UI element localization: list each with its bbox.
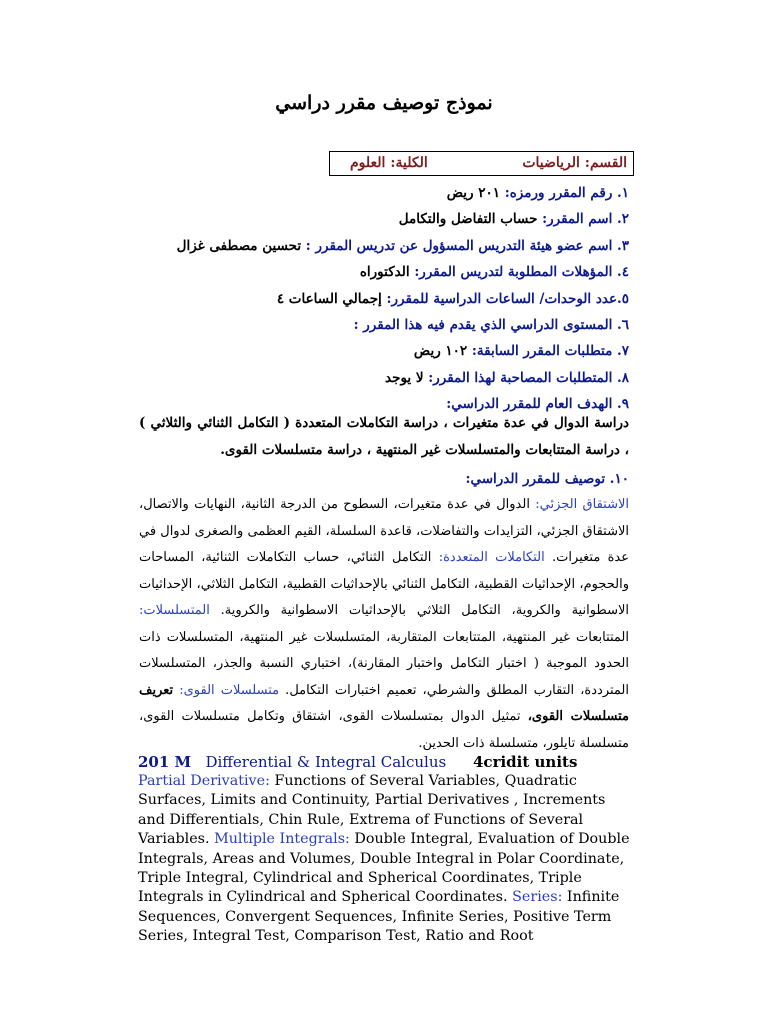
list-item: ٥.عدد الوحدات/ الساعات الدراسية للمقرر: إجمالي الساعات ٤ bbox=[276, 290, 629, 307]
list-item: ٦. المستوى الدراسي الذي يقدم فيه هذا المقرر : bbox=[353, 316, 629, 333]
keyword: الاشتقاق الجزئي: bbox=[535, 497, 629, 512]
list-item: ٧. متطلبات المقرر السابقة: ١٠٢ ريض bbox=[413, 343, 629, 360]
list-item: ٤. المؤهلات المطلوبة لتدريس المقرر: الدكتوراه bbox=[359, 264, 629, 281]
keyword: Multiple Integrals: bbox=[214, 831, 350, 848]
list-item: ١. رقم المقرر ورمزه: ٢٠١ ريض bbox=[446, 185, 629, 201]
list-item: ٢. اسم المقرر: حساب التفاضل والتكامل bbox=[398, 211, 629, 228]
list-item: ٣. اسم عضو هيئة التدريس المسؤول عن تدريس المقرر : تحسين مصطفى غزال bbox=[176, 237, 629, 254]
page-title: نموذج توصيف مقرر دراسي bbox=[275, 92, 493, 114]
arabic-description: الاشتقاق الجزئي: الدوال في عدة متغيرات، السطوح من الدرجة الثانية، النهايات والاتصال، الاشتقاق الجزئي، التزايدات والتفاضلات، قاعدة السلسلة، القيم العظمى والصغرى لدوال في عدة متغيرات. التكاملات المتعددة: التكامل الثنائي، حساب التكاملات الثنائية، المساحات والحجوم، الإحداثيات القطبية، التكامل الثنائي بالإحداثيات القطبية، التكامل الثلاثي، الإحداثيات الاسطوانية والكروية، التكامل الثلاثي بالإحداثيات الاسطوانية والكروية. المتسلسلات: المتتابعات غير المنتهية، المتتابعات المتقاربة، المتسلسلات غير المنتهية، المتسلسلات ذات الحدود الموجبة ( اختبار التكامل واختبار المقارنة)، اختباري النسبة والجذر، المتسلسلات المترددة، التقارب المطلق والشرطي، تعميم اختبارات التكامل. متسلسلات القوى: تعريف متسلسلات القوى، تمثيل الدوال بمتسلسلات القوى، اشتقاق وتكامل متسلسلات القوى، متسلسلة تايلور، متسلسلة ذات الحدين. bbox=[139, 497, 630, 751]
header-box bbox=[329, 151, 634, 176]
keyword: المتسلسلات: bbox=[139, 603, 210, 618]
course-goal-text: دراسة الدوال في عدة متغيرات ، دراسة التكاملات المتعددة ( التكامل الثنائي والثلاثي ) ، دراسة المتتابعات والمتسلسلات غير المنتهية ، دراسة متسلسلات القوى. bbox=[139, 415, 629, 458]
list-item: ٨. المتطلبات المصاحبة لهذا المقرر: لا يوجد bbox=[385, 369, 629, 386]
keyword: Series: bbox=[512, 889, 563, 906]
course-code: 201 M bbox=[138, 753, 192, 771]
keyword: التكاملات المتعددة: bbox=[438, 550, 545, 565]
description-heading: ١٠. توصيف للمقرر الدراسي: bbox=[465, 471, 629, 487]
list-item: ٩. الهدف العام للمقرر الدراسي: bbox=[446, 396, 629, 413]
keyword: Partial Derivative: bbox=[138, 773, 270, 789]
course-info-list bbox=[129, 180, 629, 418]
college-label: الكلية: العلوم bbox=[350, 155, 428, 171]
course-units: 4cridit units bbox=[473, 753, 578, 771]
keyword: متسلسلات القوى: bbox=[179, 682, 280, 698]
english-description: Partial Derivative: Functions of Several Variables, Quadratic Surfaces, Limits and Continuity, Partial Derivatives , Increments and Differentials, Chin Rule, Extrema of Functions of Several Variables. Multiple Integrals: Double Integral, Evaluation of Double Integrals, Areas and Volumes, Double Integral in Polar Coordinate, Triple Integral, Cylindrical and Spherical Coordinates, Triple Integrals in Cylindrical and Spherical Coordinates. Series: Infinite Sequences, Convergent Sequences, Infinite Series, Positive Term Series, Integral Test, Comparison Test, Ratio and Root bbox=[138, 773, 630, 945]
department-label: القسم: الرياضيات bbox=[522, 155, 627, 171]
course-name: Differential & Integral Calculus bbox=[205, 753, 447, 771]
course-heading bbox=[138, 752, 638, 772]
